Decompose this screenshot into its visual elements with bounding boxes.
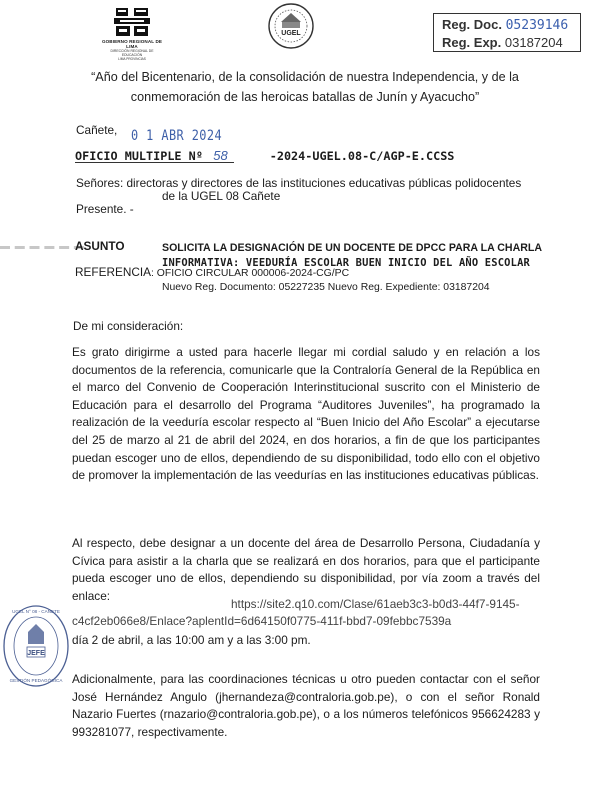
oficio-suffix: -2024-UGEL.08-C/AGP-E.CCSS xyxy=(269,149,455,163)
reg-doc-label: Reg. Doc. xyxy=(442,17,502,32)
seal-icon xyxy=(2,602,72,690)
logo-subtitle: DIRECCIÓN REGIONAL DE EDUCACIÓN xyxy=(110,49,154,57)
zoom-link-line1[interactable]: https://site2.q10.com/Clase/61aeb3c3-b0d3-44f7-9145- xyxy=(231,597,520,611)
reg-exp-value: 03187204 xyxy=(504,35,563,50)
referencia-line2: Nuevo Reg. Documento: 05227235 Nuevo Reg. Expediente: 03187204 xyxy=(162,282,490,293)
zoom-link-line2[interactable]: c4cf2eb066e8/Enlace?aplentId=6d64150f0775-411f-bbd7-09febbc7539a xyxy=(72,614,452,628)
logo-subtitle-2: LIMA PROVINCIAS xyxy=(118,57,146,61)
reg-exp-label: Reg. Exp. xyxy=(442,35,502,50)
gobierno-regional-logo xyxy=(100,6,164,61)
referencia-label: REFERENCIA xyxy=(75,265,152,279)
seal-ring-bottom: GESTIÓN PEDAGÓGICA xyxy=(9,678,63,683)
asunto-line2: INFORMATIVA: VEEDURÍA ESCOLAR BUEN INICIO DEL AÑO ESCOLAR xyxy=(162,257,530,269)
paragraph-3: Adicionalmente, para las coordinaciones técnicas u otro pueden contactar con el señor José Hernández Angulo (jhernandeza@contraloria.gob.pe), o con el señor Ronald Nazario Fuertes (rnazario@contraloria.gob.pe), o a los números telefónicos 956624283 y 993281077, respectivamente. xyxy=(72,672,540,739)
reg-doc-row xyxy=(442,16,580,34)
ugel-seal-logo xyxy=(260,2,322,52)
registry-box xyxy=(433,13,581,52)
reg-doc-value: 05239146 xyxy=(505,18,569,33)
asunto-line1: SOLICITA LA DESIGNACIÓN DE UN DOCENTE DE DPCC PARA LA CHARLA xyxy=(162,242,543,254)
place: Cañete, xyxy=(76,123,118,137)
oficio-number: 58 xyxy=(213,148,228,163)
reg-exp-row xyxy=(442,34,580,51)
jefe-stamp xyxy=(2,602,72,690)
referencia-line1: : OFICIO CIRCULAR 000006-2024-CG/PC xyxy=(151,268,350,279)
paragraph-1: Es grato dirigirme a usted para hacerle llegar mi cordial saludo y en relación a los documentos de la referencia, comunicarle que la Contraloría General de la República en el marco del Convenio de Cooperación Interinstitucional suscrito con el Ministerio de Educación para el desarrollo del Programa “Auditores Juveniles”, ha programado la realización de la veeduría escolar respecto al “Buen Inicio del Año Escolar” a ejecutarse del 25 de marzo al 21 de abril del 2024, en dos horarios, a fin de que los participantes puedan escoger uno de ellos, dependiendo de su disponibilidad, todo ello con el objetivo de promover la implementación de las veedurías en las instituciones educativas públicas. xyxy=(72,345,540,483)
logo-title: GOBIERNO REGIONAL DE LIMA xyxy=(101,39,163,49)
paragraph-2-text: Al respecto, debe designar a un docente del área de Desarrollo Persona, Ciudadanía y Cívica para asistir a la charla que se realizará en dos horarios, para que el participante pueda escoger uno de ellos, dependiendo su disponibilidad, por vía zoom a través del enlace: xyxy=(72,536,540,603)
ugel-seal-icon xyxy=(260,2,322,52)
seal-jefe-text: JEFE xyxy=(27,650,45,657)
faded-margin-mark: ▬ ▬ ▬ ▬ ▬ ▬ xyxy=(0,241,85,252)
regional-emblem-icon xyxy=(112,6,152,38)
oficio-underline xyxy=(75,162,234,163)
addressee-line1: Señores: directoras y directores de las instituciones educativas públicas polidocentes xyxy=(76,176,522,190)
addressee-line2: de la UGEL 08 Cañete xyxy=(162,189,281,203)
year-motto: “Año del Bicentenario, de la consolidación de nuestra Independencia, y de la conmemoración de las heroicas batallas de Junín y Ayacucho” xyxy=(91,70,519,104)
schedule: día 2 de abril, a las 10:00 am y a las 3:00 pm. xyxy=(72,633,311,647)
asunto-label: ASUNTO xyxy=(75,239,125,253)
ugel-seal-text: UGEL xyxy=(281,30,301,37)
paragraph-2 xyxy=(72,535,540,605)
addressee-line3: Presente. - xyxy=(76,202,134,216)
oficio-prefix: OFICIO MULTIPLE Nº xyxy=(75,149,203,163)
referencia-text xyxy=(151,267,490,295)
date-stamp: 0 1 ABR 2024 xyxy=(131,128,223,144)
seal-ring-top: UGEL N° 08 - CAÑETE xyxy=(12,609,60,614)
greeting: De mi consideración: xyxy=(73,319,184,333)
